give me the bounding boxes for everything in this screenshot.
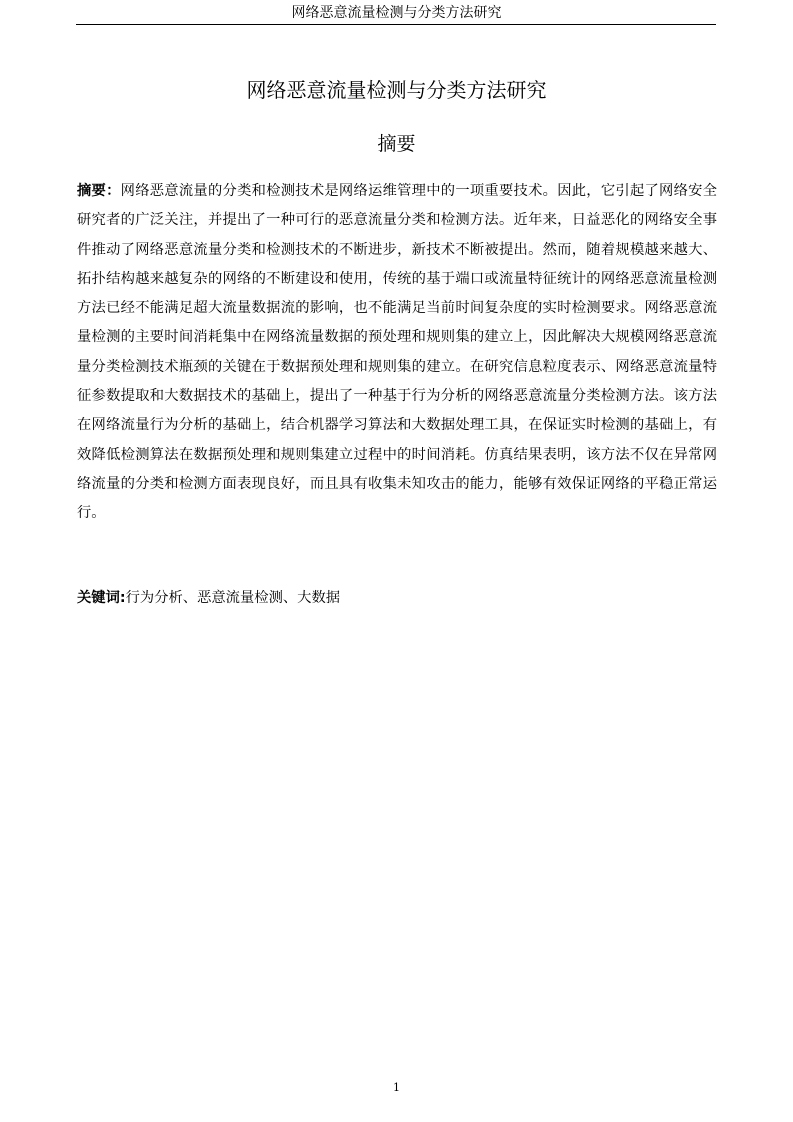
keywords-line bbox=[77, 584, 717, 613]
header-rule bbox=[76, 24, 716, 25]
document-title: 网络恶意流量检测与分类方法研究 bbox=[246, 78, 547, 102]
page-number: 1 bbox=[393, 1081, 400, 1094]
abstract-text: 网络恶意流量的分类和检测技术是网络运维管理中的一项重要技术。因此，它引起了网络安全研究者的广泛关注，并提出了一种可行的恶意流量分类和检测方法。近年来，日益恶化的网络安全事件推动了网络恶意流量分类和检测技术的不断进步，新技术不断被提出。然而，随着规模越来越大、拓扑结构越来越复杂的网络的不断建设和使用，传统的基于端口或流量特征统计的网络恶意流量检测方法已经不能满足超大流量数据流的影响，也不能满足当前时间复杂度的实时检测要求。网络恶意流量检测的主要时间消耗集中在网络流量数据的预处理和规则集的建立上，因此解决大规模网络恶意流量分类检测技术瓶颈的关键在于数据预处理和规则集的建立。在研究信息粒度表示、网络恶意流量特征参数提取和大数据技术的基础上，提出了一种基于行为分析的网络恶意流量分类检测方法。该方法在网络流量行为分析的基础上，结合机器学习算法和大数据处理工具，在保证实时检测的基础上，有效降低检测算法在数据预处理和规则集建立过程中的时间消耗。仿真结果表明，该方法不仅在异常网络流量的分类和检测方面表现良好，而且具有收集未知攻击的能力，能够有效保证网络的平稳正常运行。 bbox=[77, 183, 717, 522]
keywords-label: 关键词: bbox=[77, 590, 126, 606]
abstract-heading: 摘要 bbox=[377, 133, 416, 155]
running-header: 网络恶意流量检测与分类方法研究 bbox=[291, 5, 502, 21]
abstract-paragraph bbox=[77, 177, 717, 529]
keywords-text: 行为分析、恶意流量检测、大数据 bbox=[125, 590, 341, 606]
abstract-label: 摘要： bbox=[77, 183, 121, 199]
